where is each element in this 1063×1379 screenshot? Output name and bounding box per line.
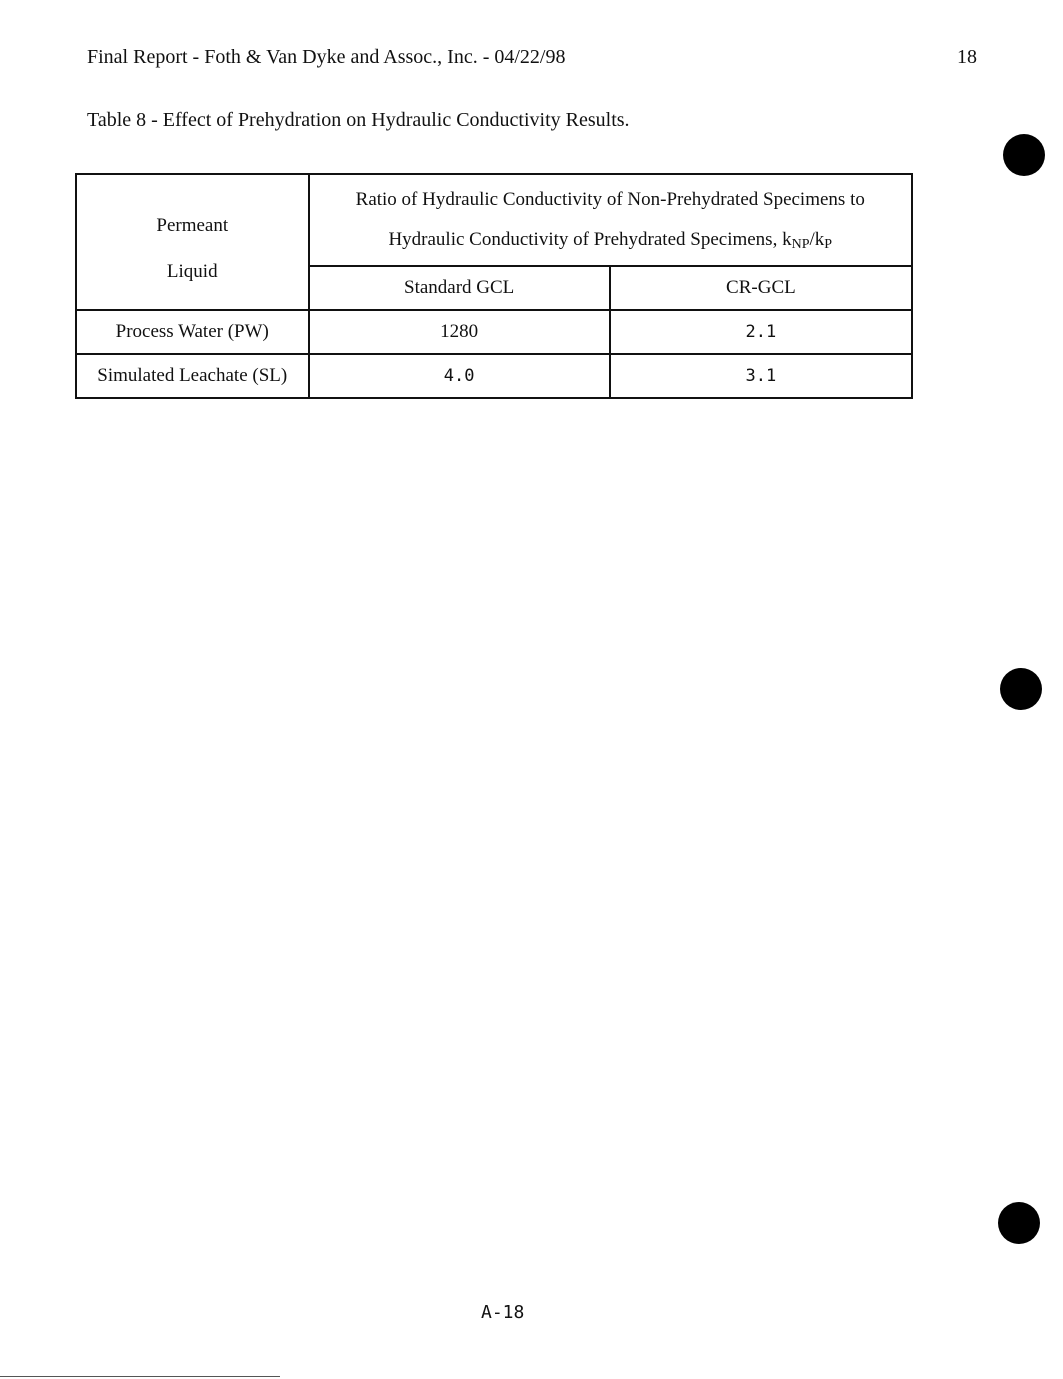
row-liquid: Simulated Leachate (SL) <box>76 354 309 398</box>
row-standard-gcl: 4.0 <box>309 354 610 398</box>
row-cr-gcl: 2.1 <box>610 310 912 354</box>
table-row <box>76 310 912 354</box>
ratio-subscript-p: P <box>824 236 833 252</box>
binder-hole-bottom <box>998 1202 1040 1244</box>
subheader-cr-gcl: CR-GCL <box>610 266 912 310</box>
ratio-header-line1: Ratio of Hydraulic Conductivity of Non-Prehydrated Specimens to <box>355 188 865 210</box>
row-cr-gcl: 3.1 <box>610 354 912 398</box>
table-row <box>76 354 912 398</box>
report-header-title: Final Report - Foth & Van Dyke and Assoc., Inc. - 04/22/98 <box>87 46 566 68</box>
scan-edge-rule <box>0 1376 280 1377</box>
row-liquid: Process Water (PW) <box>76 310 309 354</box>
table-title: Table 8 - Effect of Prehydration on Hydraulic Conductivity Results. <box>87 109 630 131</box>
permeant-header-line2: Liquid <box>166 261 218 282</box>
page-number: 18 <box>957 46 977 68</box>
prehydration-results-table <box>75 173 913 399</box>
binder-hole-middle <box>1000 668 1042 710</box>
permeant-header-line1: Permeant <box>156 215 229 236</box>
ratio-header-line2-text: Hydraulic Conductivity of Prehydrated Specimens, k <box>388 228 792 250</box>
footer-page-label: A-18 <box>481 1302 525 1323</box>
permeant-liquid-header <box>76 174 309 310</box>
binder-hole-top <box>1003 134 1045 176</box>
ratio-header-line2 <box>310 220 911 265</box>
subheader-standard-gcl: Standard GCL <box>309 266 610 310</box>
ratio-slash-k: /k <box>809 228 825 250</box>
row-standard-gcl: 1280 <box>309 310 610 354</box>
ratio-header <box>309 174 912 266</box>
ratio-subscript-np: NP <box>791 236 810 252</box>
